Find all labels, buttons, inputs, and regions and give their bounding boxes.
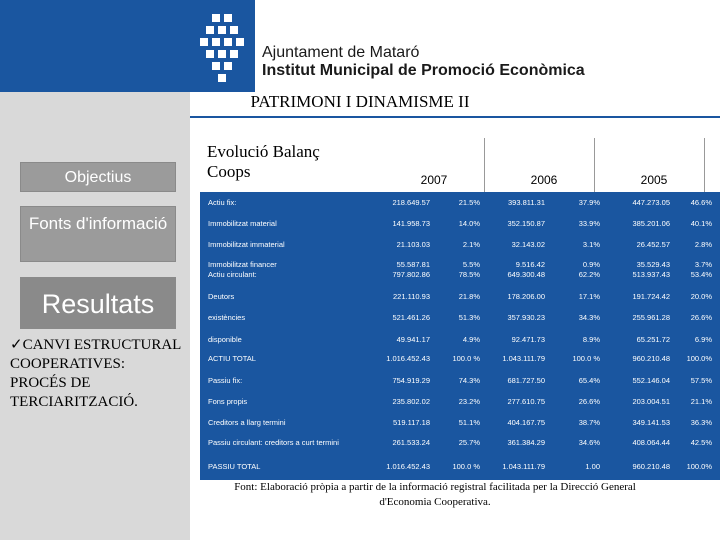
table-cell: 357.930.23 bbox=[507, 313, 545, 322]
table-cell: 521.461.26 bbox=[392, 313, 430, 322]
table-cell: 960.210.48 bbox=[632, 354, 670, 363]
table-row bbox=[200, 370, 720, 391]
table-cell: 100.0 % bbox=[452, 462, 480, 471]
year-header-2007 bbox=[384, 138, 485, 195]
table-cell: 178.206.00 bbox=[507, 292, 545, 301]
logo bbox=[0, 0, 255, 92]
table-cell: 34.3% bbox=[578, 313, 600, 322]
table-cell: 6.9% bbox=[694, 335, 712, 344]
table-cell: 92.471.73 bbox=[511, 335, 545, 344]
table-cell: 1.043.111.79 bbox=[502, 354, 545, 363]
table-cell: 62.2% bbox=[578, 270, 600, 279]
table-row bbox=[200, 234, 720, 254]
table-row bbox=[200, 254, 720, 269]
row-label: existències bbox=[208, 313, 246, 322]
table-cell: 0.9% bbox=[582, 260, 600, 269]
table-cell: 4.9% bbox=[462, 335, 480, 344]
table-cell: 38.7% bbox=[578, 418, 600, 427]
table-cell: 5.5% bbox=[462, 260, 480, 269]
table-cell: 203.004.51 bbox=[632, 397, 670, 406]
table-cell: 235.802.02 bbox=[392, 397, 430, 406]
table-cell: 218.649.57 bbox=[392, 198, 430, 207]
table-cell: 261.533.24 bbox=[392, 438, 430, 447]
org-line1: Ajuntament de Mataró bbox=[262, 44, 420, 61]
table-cell: 21.5% bbox=[458, 198, 480, 207]
table-cell: 25.7% bbox=[458, 438, 480, 447]
row-label: Immobilitzat material bbox=[208, 219, 277, 228]
table-row bbox=[200, 264, 720, 286]
table-cell: 51.1% bbox=[458, 418, 480, 427]
table-cell: 352.150.87 bbox=[507, 219, 545, 228]
nav-objectius-button[interactable]: Objectius bbox=[20, 162, 176, 192]
table-row bbox=[200, 307, 720, 329]
table-cell: 100.0% bbox=[686, 354, 712, 363]
table-cell: 55.587.81 bbox=[396, 260, 430, 269]
row-label: Actiu fix: bbox=[208, 198, 237, 207]
city-emblem-icon bbox=[0, 0, 255, 92]
table-cell: 408.064.44 bbox=[632, 438, 670, 447]
year-header-2005 bbox=[604, 138, 705, 195]
source-note: Font: Elaboració pròpia a partir de la informació registral facilitada per la Direcció General d'Economia Cooperativa. bbox=[234, 481, 636, 508]
row-label: Deutors bbox=[208, 292, 235, 301]
table-row bbox=[200, 412, 720, 432]
table-cell: 754.919.29 bbox=[392, 376, 430, 385]
table-cell: 2.8% bbox=[694, 240, 712, 249]
table-cell: 65.251.72 bbox=[636, 335, 670, 344]
table-cell: 100.0% bbox=[686, 462, 712, 471]
table-cell: 1.016.452.43 bbox=[386, 354, 430, 363]
table-cell: 21.1% bbox=[690, 397, 712, 406]
table-cell: 100.0 % bbox=[452, 354, 480, 363]
row-label: Actiu circulant: bbox=[208, 270, 257, 279]
table-cell: 21.8% bbox=[458, 292, 480, 301]
table-cell: 3.1% bbox=[582, 240, 600, 249]
title-divider bbox=[190, 116, 720, 118]
table-cell: 1.043.111.79 bbox=[502, 462, 545, 471]
row-label: Immobilitzat immaterial bbox=[208, 240, 285, 249]
table-row bbox=[200, 329, 720, 348]
table-cell: 1.00 bbox=[585, 462, 600, 471]
table-title-line1: Evolució Balanç bbox=[207, 142, 320, 161]
nav-resultats-button[interactable]: Resultats bbox=[20, 277, 176, 329]
table-cell: 74.3% bbox=[458, 376, 480, 385]
row-label: Immobilitzat financer bbox=[208, 260, 277, 269]
table-cell: 385.201.06 bbox=[632, 219, 670, 228]
nav-fonts-button[interactable]: Fonts d'informació bbox=[20, 206, 176, 262]
row-label: Creditors a llarg termini bbox=[208, 418, 286, 427]
row-label: Passiu fix: bbox=[208, 376, 243, 385]
table-cell: 14.0% bbox=[458, 219, 480, 228]
table-cell: 34.6% bbox=[578, 438, 600, 447]
result-note: ✓CANVI ESTRUCTURAL COOPERATIVES: PROCÉS DE TERCIARITZACIÓ. bbox=[10, 337, 181, 410]
year-label: 2005 bbox=[640, 173, 668, 187]
table-cell: 37.9% bbox=[578, 198, 600, 207]
year-label: 2006 bbox=[530, 173, 558, 187]
table-cell: 26.452.57 bbox=[636, 240, 670, 249]
table-cell: 681.727.50 bbox=[507, 376, 545, 385]
row-label: Fons propis bbox=[208, 397, 248, 406]
row-label: PASSIU TOTAL bbox=[208, 462, 261, 471]
table-row bbox=[200, 192, 720, 213]
table-cell: 51.3% bbox=[458, 313, 480, 322]
table-cell: 78.5% bbox=[458, 270, 480, 279]
table-cell: 141.958.73 bbox=[392, 219, 430, 228]
table-cell: 40.1% bbox=[690, 219, 712, 228]
table-title-line2: Coops bbox=[207, 162, 251, 181]
table-cell: 26.6% bbox=[578, 397, 600, 406]
table-cell: 1.016.452.43 bbox=[386, 462, 430, 471]
table-cell: 9.516.42 bbox=[515, 260, 545, 269]
table-cell: 21.103.03 bbox=[396, 240, 430, 249]
table-cell: 49.941.17 bbox=[396, 335, 430, 344]
table-row bbox=[200, 348, 720, 370]
table-title bbox=[207, 142, 320, 182]
table-cell: 2.1% bbox=[462, 240, 480, 249]
row-label: disponible bbox=[208, 335, 242, 344]
table-cell: 23.2% bbox=[458, 397, 480, 406]
table-cell: 393.811.31 bbox=[508, 198, 545, 207]
table-cell: 26.6% bbox=[690, 313, 712, 322]
table-cell: 65.4% bbox=[578, 376, 600, 385]
org-name bbox=[262, 44, 585, 80]
page-title: PATRIMONI I DINAMISME II bbox=[250, 92, 470, 111]
table-cell: 8.9% bbox=[582, 335, 600, 344]
table-cell: 57.5% bbox=[690, 376, 712, 385]
table-cell: 349.141.53 bbox=[632, 418, 670, 427]
table-cell: 53.4% bbox=[690, 270, 712, 279]
table-cell: 33.9% bbox=[578, 219, 600, 228]
table-cell: 960.210.48 bbox=[632, 462, 670, 471]
table-row bbox=[200, 391, 720, 412]
year-header-2006 bbox=[494, 138, 595, 195]
table-row bbox=[200, 432, 720, 456]
table-cell: 100.0 % bbox=[572, 354, 600, 363]
year-label: 2007 bbox=[420, 173, 448, 187]
table-cell: 404.167.75 bbox=[507, 418, 545, 427]
table-cell: 20.0% bbox=[690, 292, 712, 301]
table-cell: 519.117.18 bbox=[393, 418, 430, 427]
table-cell: 255.961.28 bbox=[632, 313, 670, 322]
table-cell: 649.300.48 bbox=[507, 270, 545, 279]
org-line2: Institut Municipal de Promoció Econòmica bbox=[262, 62, 585, 79]
table-cell: 552.146.04 bbox=[632, 376, 670, 385]
row-label: ACTIU TOTAL bbox=[208, 354, 256, 363]
table-cell: 221.110.93 bbox=[393, 292, 430, 301]
table-row bbox=[200, 456, 720, 480]
table-cell: 3.7% bbox=[694, 260, 712, 269]
table-cell: 32.143.02 bbox=[511, 240, 545, 249]
table-cell: 36.3% bbox=[690, 418, 712, 427]
table-cell: 35.529.43 bbox=[636, 260, 670, 269]
table-cell: 191.724.42 bbox=[632, 292, 670, 301]
table-cell: 513.937.43 bbox=[632, 270, 670, 279]
table-cell: 17.1% bbox=[578, 292, 600, 301]
table-cell: 797.802.86 bbox=[392, 270, 430, 279]
table-cell: 277.610.75 bbox=[507, 397, 545, 406]
row-label: Passiu circulant: creditors a curt termini bbox=[208, 438, 339, 447]
table-cell: 361.384.29 bbox=[507, 438, 545, 447]
table-cell: 46.6% bbox=[690, 198, 712, 207]
table-cell: 447.273.05 bbox=[632, 198, 670, 207]
table-row bbox=[200, 213, 720, 234]
table-row bbox=[200, 286, 720, 307]
table-cell: 42.5% bbox=[690, 438, 712, 447]
